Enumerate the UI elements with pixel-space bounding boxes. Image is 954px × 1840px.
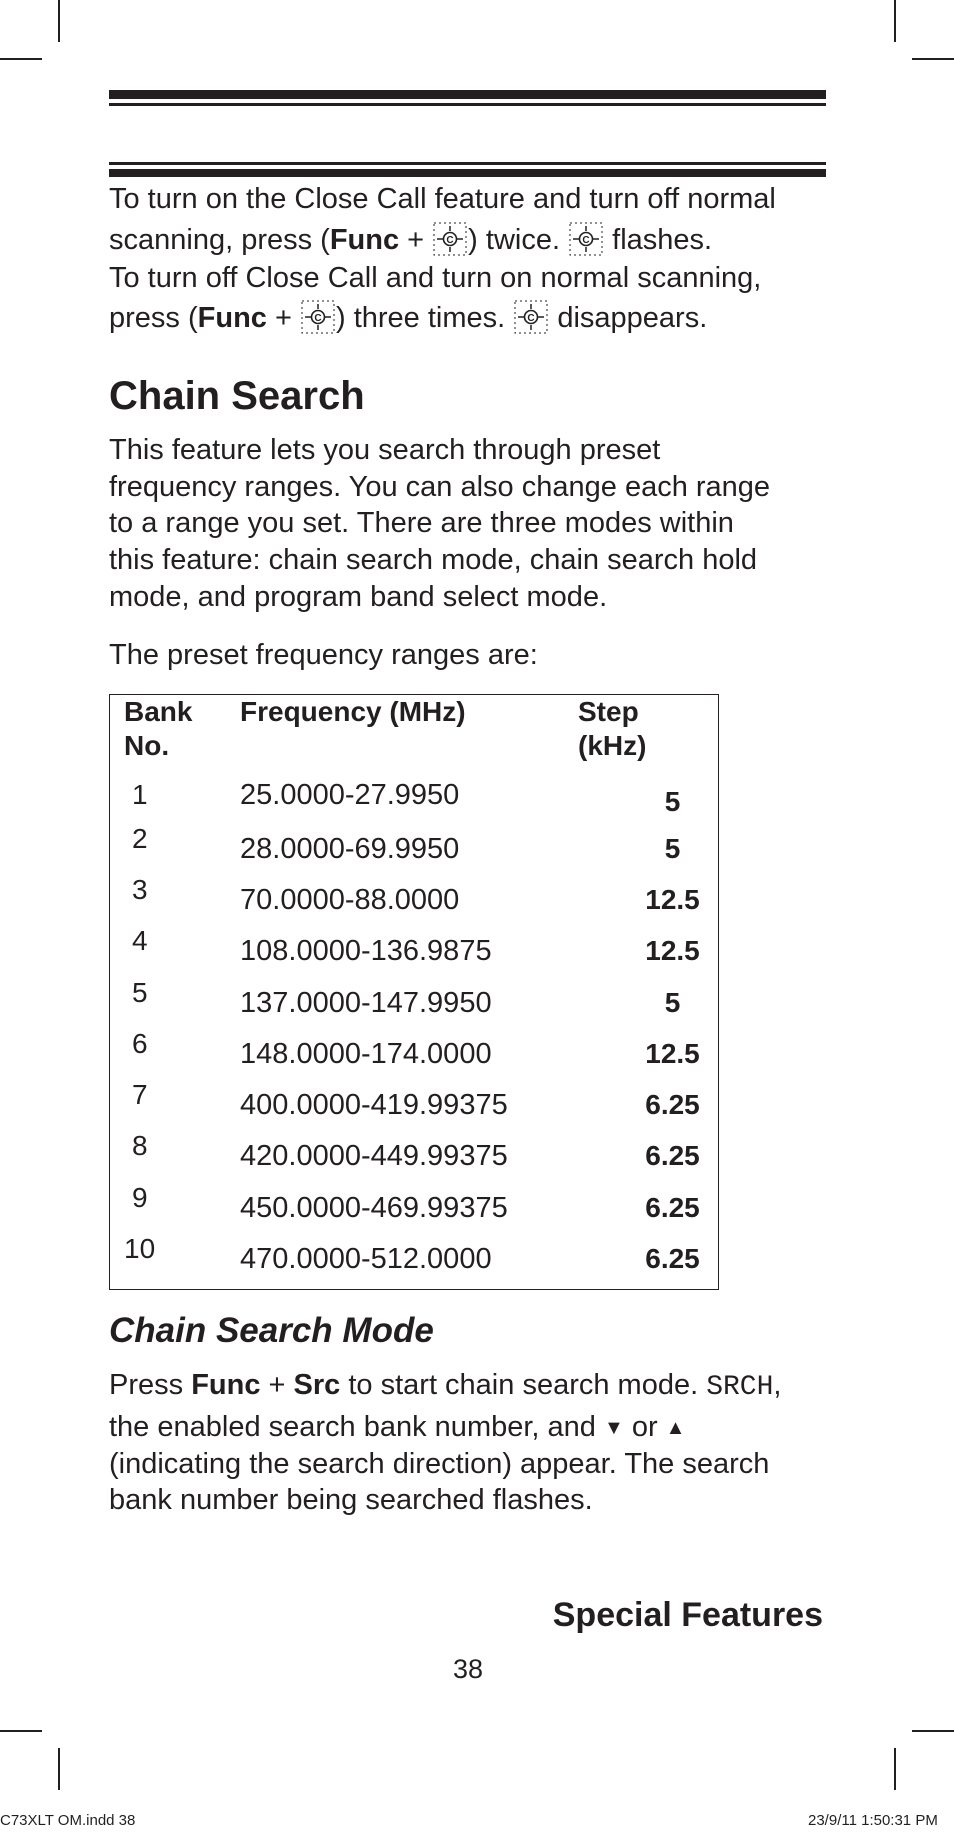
intro-line-1: To turn on the Close Call feature and turn off normal <box>109 183 776 215</box>
srch-display-text: SRCH <box>706 1372 774 1403</box>
table-row <box>110 1079 718 1136</box>
table-row <box>110 1028 718 1085</box>
step-value: 12.5 <box>645 1038 700 1069</box>
frequency-range: 420.0000-449.99375 <box>240 1140 508 1172</box>
close-call-icon <box>300 299 336 335</box>
step-value: 6.25 <box>645 1089 700 1120</box>
bank-number: 4 <box>132 925 148 956</box>
step-value: 6.25 <box>645 1140 700 1171</box>
bank-number: 2 <box>132 823 148 854</box>
crop-mark <box>58 1748 60 1790</box>
close-call-icon <box>432 221 468 257</box>
text: to start chain search mode. <box>340 1369 707 1401</box>
intro-line-3: To turn off Close Call and turn on normal scanning, <box>109 262 762 294</box>
text: scanning, press ( <box>109 224 330 256</box>
header-frequency: Frequency (MHz) <box>240 696 466 727</box>
bank-number: 7 <box>132 1079 148 1110</box>
close-call-icon <box>568 221 604 257</box>
header-rule-thick <box>109 90 826 99</box>
header-rule-thin <box>109 103 826 106</box>
table-row <box>110 1233 718 1290</box>
table-row <box>110 779 718 829</box>
step-value: 6.25 <box>645 1243 700 1274</box>
table-row <box>110 925 718 982</box>
header-bank <box>124 695 192 763</box>
close-call-icon <box>513 299 549 335</box>
text: ) three times. <box>335 302 514 334</box>
text: + <box>266 302 300 334</box>
frequency-range: 108.0000-136.9875 <box>240 935 492 967</box>
down-arrow-icon: ▼ <box>603 1417 624 1439</box>
frequency-range: 148.0000-174.0000 <box>240 1038 492 1070</box>
chain-search-desc-4: this feature: chain search mode, chain search hold <box>109 544 758 576</box>
preset-intro: The preset frequency ranges are: <box>109 639 538 671</box>
chain-search-mode-heading: Chain Search Mode <box>109 1311 434 1350</box>
src-key-label: Src <box>293 1369 341 1401</box>
step-value: 6.25 <box>645 1192 700 1223</box>
print-slug-left: C73XLT OM.indd 38 <box>0 1812 136 1829</box>
crop-mark <box>58 0 60 42</box>
header-step-line-1: Step <box>578 696 639 727</box>
text: flashes. <box>604 224 713 256</box>
crop-mark <box>912 1730 954 1732</box>
print-slug-right: 23/9/11 1:50:31 PM <box>808 1812 938 1829</box>
bank-number: 10 <box>124 1233 156 1264</box>
page-number: 38 <box>453 1654 484 1684</box>
header-bank-line-1: Bank <box>124 696 193 727</box>
table-row <box>110 1182 718 1239</box>
svg-text:C: C <box>527 313 535 324</box>
frequency-range: 25.0000-27.9950 <box>240 779 460 811</box>
bank-number: 5 <box>132 977 148 1008</box>
bank-number: 9 <box>132 1182 148 1213</box>
step-value: 12.5 <box>645 935 700 966</box>
step-value: 5 <box>664 833 681 864</box>
chain-mode-line-2 <box>109 1408 839 1448</box>
preset-frequency-table <box>109 694 719 1290</box>
bank-number: 6 <box>132 1028 148 1059</box>
chain-search-heading: Chain Search <box>109 374 365 418</box>
table-row <box>110 823 718 880</box>
chain-search-desc-2: frequency ranges. You can also change each range <box>109 471 771 503</box>
chain-search-desc-3: to a range you set. There are three modes within <box>109 507 734 539</box>
crop-mark <box>0 58 42 60</box>
text: disappears. <box>549 302 708 334</box>
intro-line-4 <box>109 299 839 338</box>
step-value: 12.5 <box>645 884 700 915</box>
crop-mark <box>894 1748 896 1790</box>
frequency-range: 470.0000-512.0000 <box>240 1243 492 1275</box>
crop-mark <box>894 0 896 42</box>
section-rule-thick <box>109 169 826 177</box>
frequency-range: 450.0000-469.99375 <box>240 1192 508 1224</box>
text: , <box>773 1369 782 1401</box>
text: + <box>399 224 433 256</box>
intro-line-2 <box>109 221 839 260</box>
frequency-range: 400.0000-419.99375 <box>240 1089 508 1121</box>
bank-number: 8 <box>132 1130 148 1161</box>
svg-text:C: C <box>314 313 322 324</box>
func-key-label: Func <box>197 302 267 334</box>
text: press ( <box>109 302 198 334</box>
section-footer-title: Special Features <box>552 1596 823 1634</box>
section-rule-thin <box>109 162 826 165</box>
crop-mark <box>912 58 954 60</box>
chain-search-desc-1: This feature lets you search through preset <box>109 434 661 466</box>
text: the enabled search bank number, and <box>109 1411 604 1443</box>
bank-number: 1 <box>132 779 148 810</box>
svg-text:C: C <box>582 235 590 246</box>
table-row <box>110 1130 718 1187</box>
chain-mode-line-3: (indicating the search direction) appear. The search <box>109 1448 770 1480</box>
text: + <box>260 1369 294 1401</box>
chain-search-desc-5: mode, and program band select mode. <box>109 581 608 613</box>
frequency-range: 137.0000-147.9950 <box>240 987 492 1019</box>
chain-mode-line-1 <box>109 1366 839 1407</box>
frequency-range: 70.0000-88.0000 <box>240 884 460 916</box>
svg-text:C: C <box>446 235 454 246</box>
header-bank-line-2: No. <box>124 730 170 761</box>
crop-mark <box>0 1730 42 1732</box>
step-value: 5 <box>664 987 681 1018</box>
text: ) twice. <box>468 224 569 256</box>
table-row <box>110 874 718 931</box>
func-key-label: Func <box>329 224 400 256</box>
func-key-label: Func <box>191 1369 261 1401</box>
frequency-range: 28.0000-69.9950 <box>240 833 460 865</box>
step-value: 5 <box>664 786 681 817</box>
text: or <box>623 1411 666 1443</box>
up-arrow-icon: ▲ <box>665 1417 686 1439</box>
header-step <box>578 695 646 763</box>
text: Press <box>109 1369 192 1401</box>
header-step-line-2: (kHz) <box>578 730 647 761</box>
chain-mode-line-4: bank number being searched flashes. <box>109 1484 593 1516</box>
bank-number: 3 <box>132 874 148 905</box>
table-row <box>110 977 718 1034</box>
